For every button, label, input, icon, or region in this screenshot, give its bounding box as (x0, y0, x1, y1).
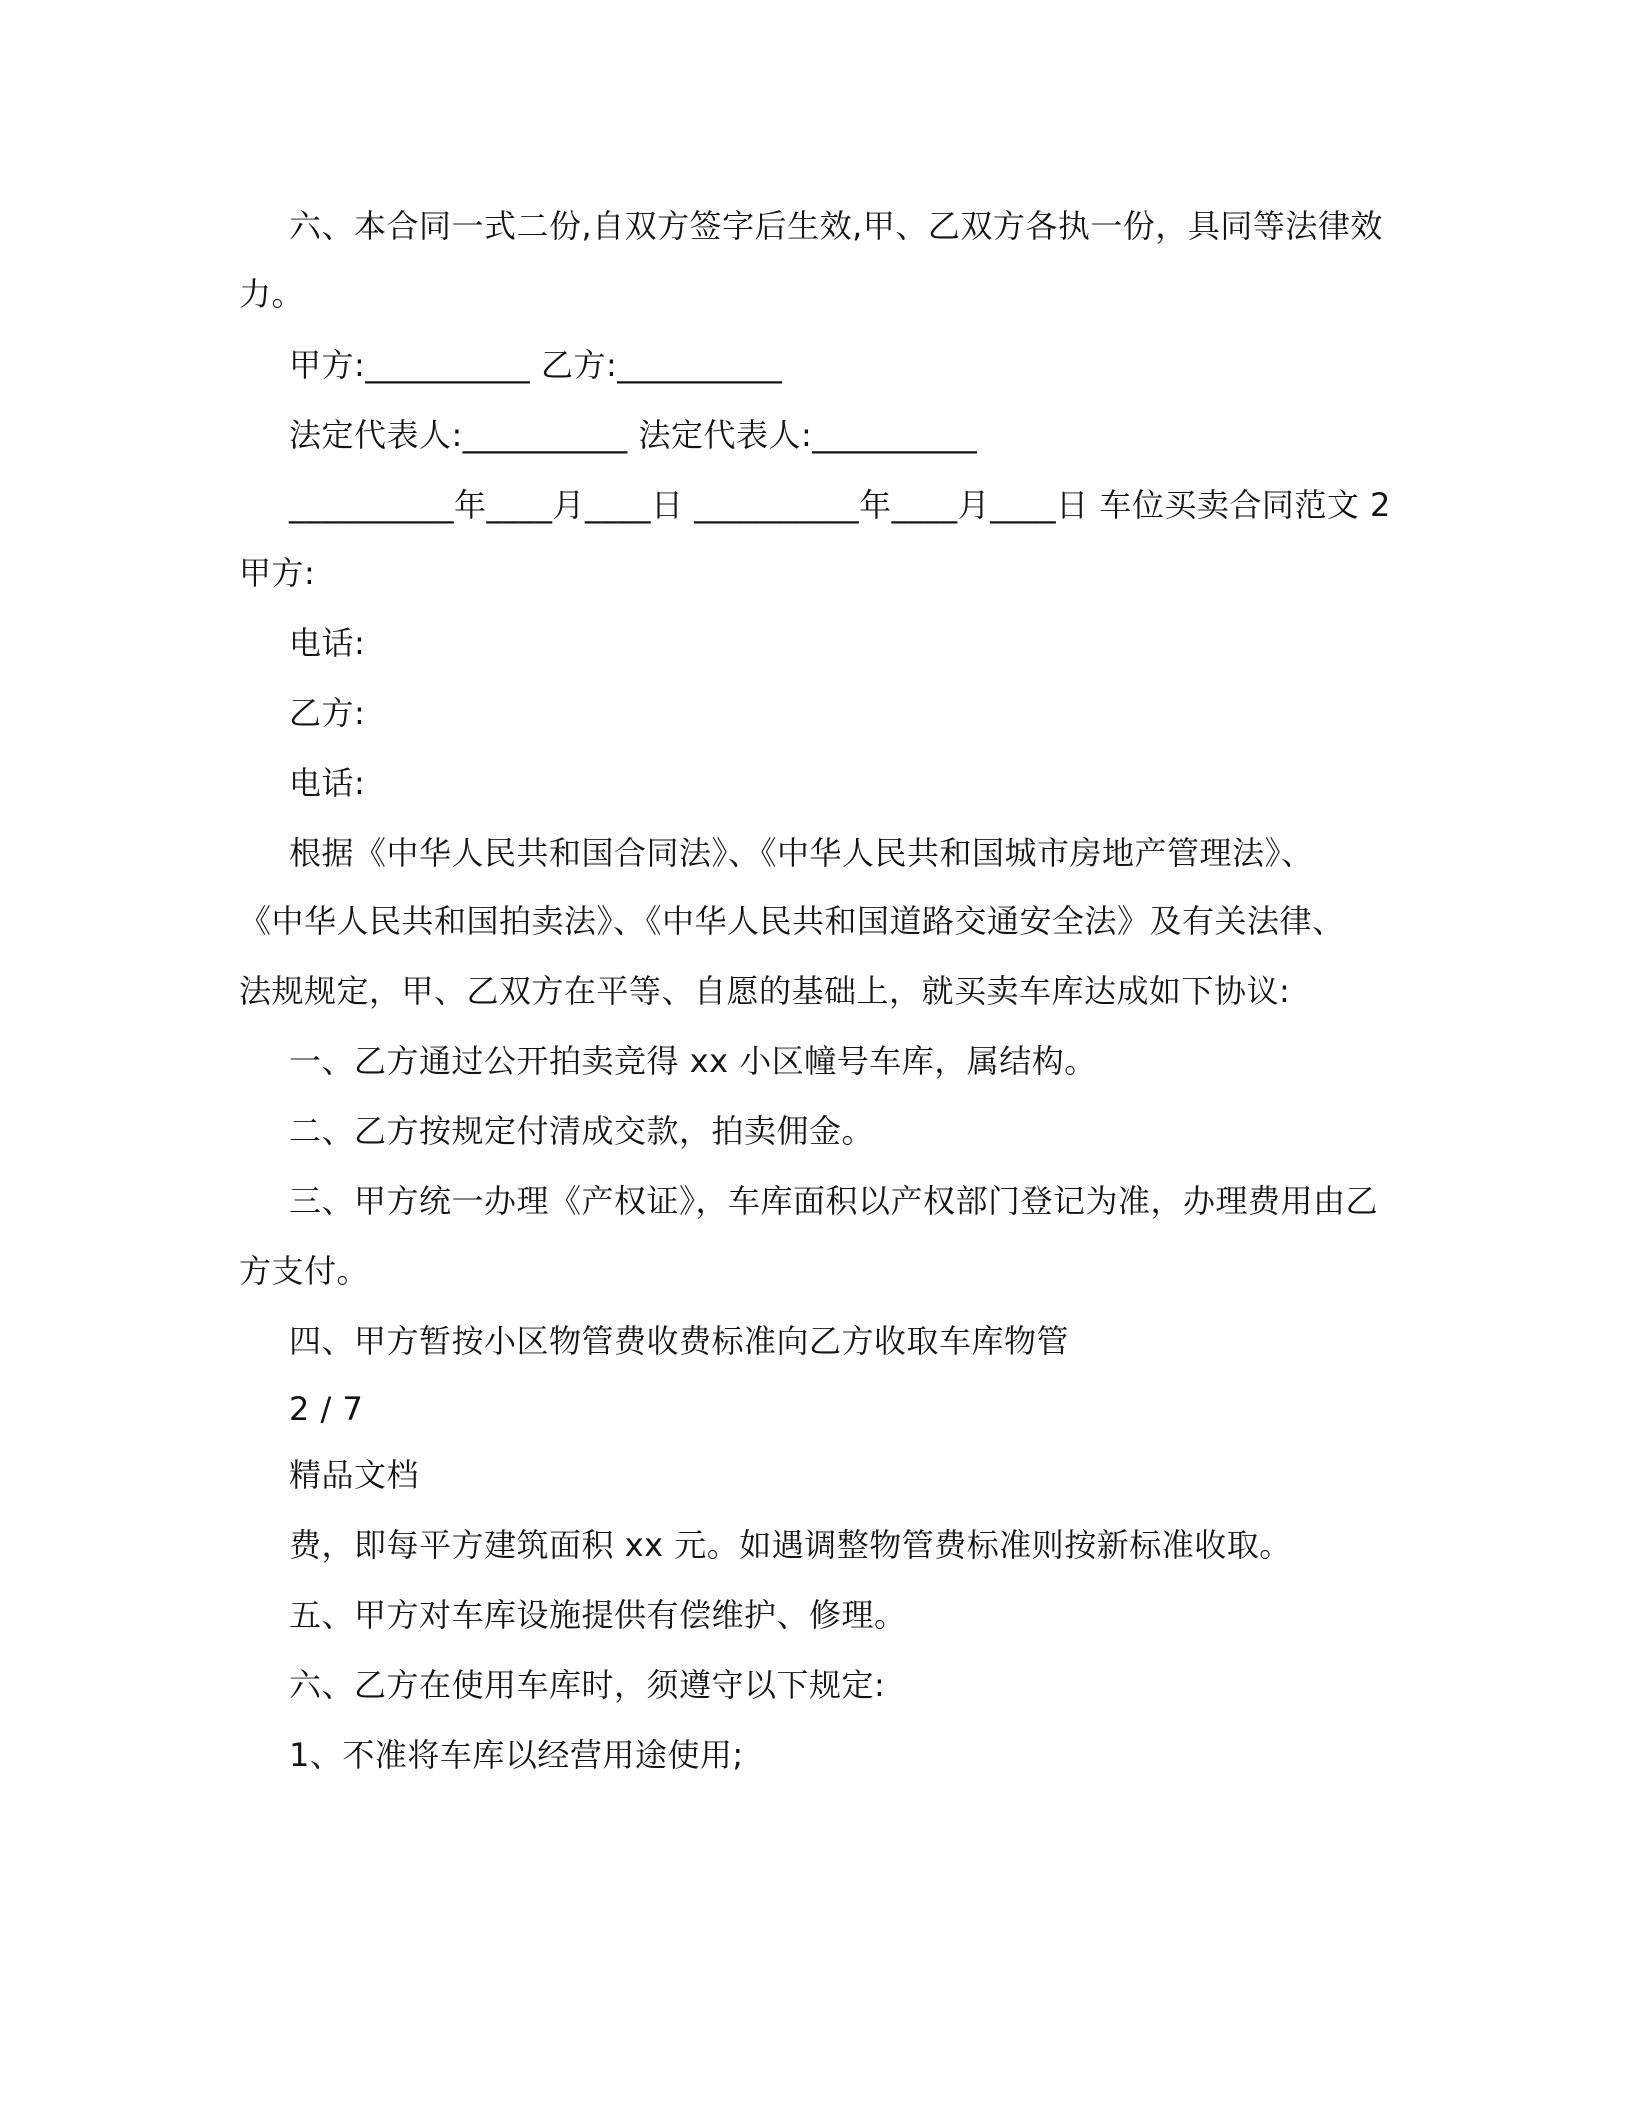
clause-four-line-1: 四、甲方暂按小区物管费收费标准向乙方收取车库物管 (289, 1322, 1070, 1360)
rule-one: 1、不准将车库以经营用途使用; (289, 1736, 744, 1774)
signature-representatives: 法定代表人:__________ 法定代表人:__________ (289, 416, 978, 454)
clause-five: 五、甲方对车库设施提供有偿维护、修理。 (289, 1596, 907, 1634)
clause-six-line-2: 力。 (239, 275, 305, 313)
preamble-line-2: 《中华人民共和国拍卖法》、《中华人民共和国道路交通安全法》及有关法律、 (239, 902, 1345, 940)
watermark-label: 精品文档 (289, 1456, 420, 1494)
party-b-label: 乙方: (289, 694, 366, 732)
preamble-line-3: 法规规定，甲、乙双方在平等、自愿的基础上，就买卖车库达成如下协议: (239, 972, 1291, 1010)
clause-six-b: 六、乙方在使用车库时，须遵守以下规定: (289, 1666, 886, 1704)
party-a-phone: 电话: (289, 624, 366, 662)
page-number: 2 / 7 (289, 1390, 364, 1428)
clause-six-line-1: 六、本合同一式二份,自双方签字后生效,甲、乙双方各执一份，具同等法律效 (289, 207, 1383, 245)
clause-three-line-2: 方支付。 (239, 1252, 370, 1290)
party-b-phone: 电话: (289, 764, 366, 802)
preamble-line-1: 根据《中华人民共和国合同法》、《中华人民共和国城市房地产管理法》、 (289, 834, 1314, 872)
signature-dates-and-title: __________年____月____日 __________年____月____日 车位买卖合同范文 2 (289, 486, 1391, 524)
party-a-label: 甲方: (239, 554, 316, 592)
clause-three-line-1: 三、甲方统一办理《产权证》，车库面积以产权部门登记为准，办理费用由乙 (289, 1182, 1379, 1220)
clause-four-line-2: 费，即每平方建筑面积 xx 元。如遇调整物管费标准则按新标准收取。 (289, 1526, 1292, 1564)
signature-parties: 甲方:__________ 乙方:__________ (289, 346, 783, 384)
clause-one: 一、乙方通过公开拍卖竞得 xx 小区幢号车库，属结构。 (289, 1042, 1097, 1080)
clause-two: 二、乙方按规定付清成交款，拍卖佣金。 (289, 1112, 875, 1150)
